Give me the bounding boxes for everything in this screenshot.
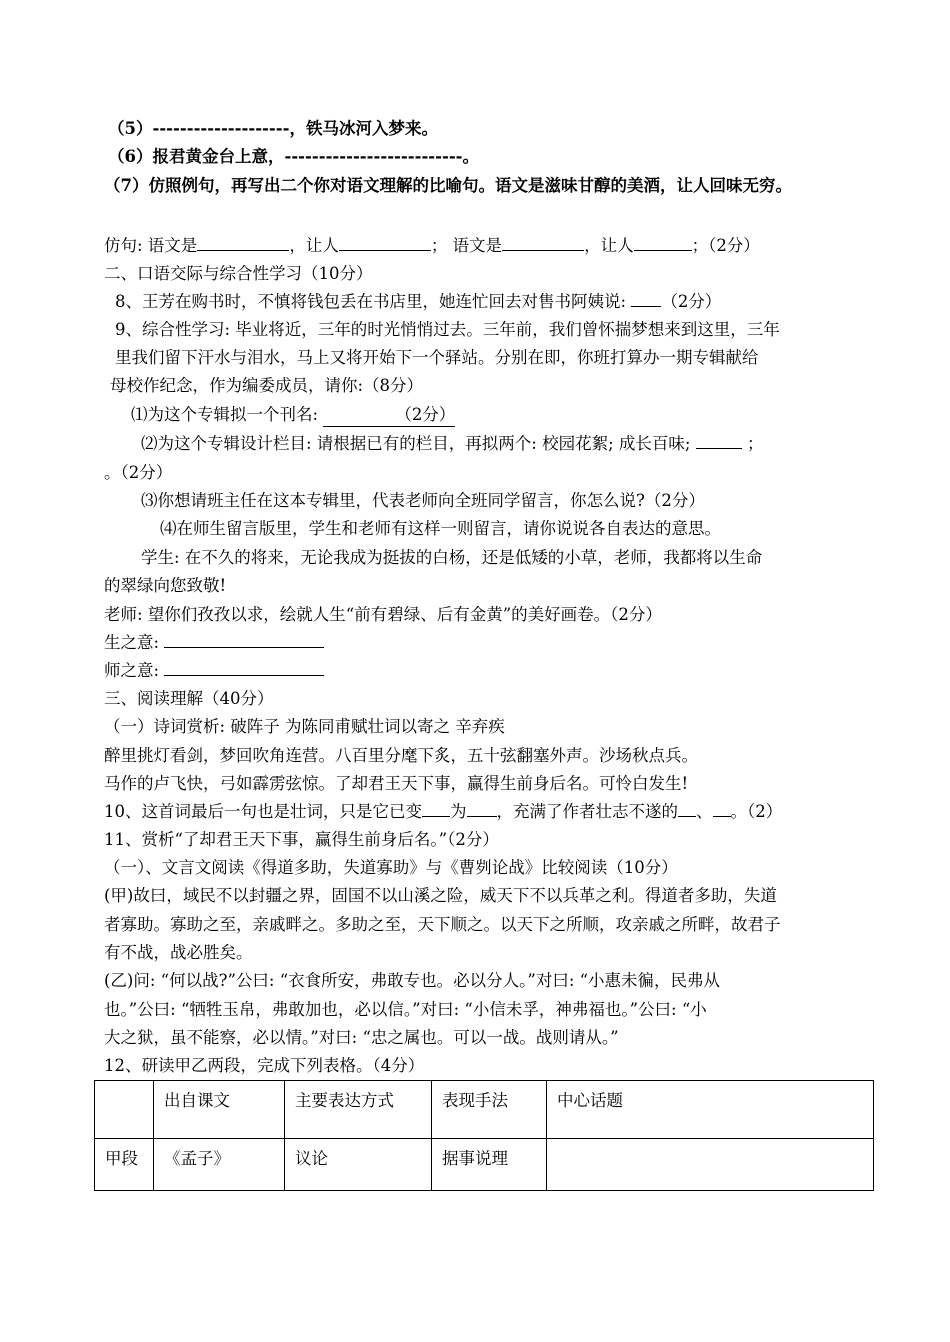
line-q9-sub4: ⑷在师生留言版里，学生和老师有这样一则留言，请你说说各自表达的意思。 [160, 519, 721, 538]
comparison-table [94, 1080, 874, 1191]
line-q9-sub2-score: 。（2分） [104, 463, 173, 482]
table-header-row [95, 1081, 874, 1139]
imitation-label-2: ，让人 [289, 236, 339, 255]
imitation-label-1: 仿句: 语文是 [104, 236, 198, 255]
line-teacher-message: 老师: 望你们孜孜以求，绘就人生“前有碧绿、后有金黄”的美好画卷。（2分） [104, 605, 662, 624]
answer-blank[interactable] [467, 801, 497, 817]
imitation-label-5: ；（2分） [691, 236, 760, 255]
line-q7: （7）仿照例句，再写出二个你对语文理解的比喻句。语文是滋味甘醇的美酒，让人回味无穷。 [104, 176, 792, 195]
answer-blank[interactable] [197, 235, 289, 251]
table-cell: 据事说理 [432, 1139, 547, 1191]
line-q9-sub1 [131, 404, 455, 427]
answer-blank[interactable] [631, 291, 661, 307]
line-passage-b-3: 大之狱，虽不能察，必以情。”对曰: “忠之属也。可以一战。战则请从。” [104, 1028, 619, 1047]
q10-text-4: 、 [696, 802, 713, 821]
q8-score: （2分） [661, 292, 722, 311]
sub2-text: ⑵为这个专辑设计栏目: 请根据已有的栏目，再拟两个: 校园花絮; 成长百味; [141, 434, 691, 453]
line-q9-3: 母校作纪念，作为编委成员，请你:（8分） [110, 376, 424, 395]
teacher-meaning-label: 师之意: [104, 661, 160, 680]
line-poem-1: 醉里挑灯看剑，梦回吹角连营。八百里分麾下炙，五十弦翻塞外声。沙场秋点兵。 [104, 746, 698, 765]
q10-text-1: 10、这首词最后一句也是壮词，只是它已变 [104, 802, 422, 821]
table-header-cell: 出自课文 [154, 1081, 285, 1139]
sub1-text: ⑴为这个专辑拟一个刊名: [131, 405, 319, 424]
imitation-label-4: ，让人 [584, 236, 634, 255]
line-passage-a-2: 者寡助。寡助之至，亲戚畔之。多助之至，天下顺之。以天下之所顺，攻亲戚之所畔，故君子 [104, 915, 781, 934]
answer-blank[interactable] [422, 801, 450, 817]
table-header-cell: 主要表达方式 [285, 1081, 432, 1139]
q10-text-2: 为 [450, 802, 467, 821]
answer-blank[interactable] [164, 632, 324, 648]
line-q12: 12、研读甲乙两段，完成下列表格。（4分） [104, 1056, 425, 1075]
section-2-heading: 二、口语交际与综合性学习（10分） [104, 264, 373, 283]
line-passage-a-1: (甲)故曰，域民不以封疆之界，固国不以山溪之险，威天下不以兵革之利。得道者多助，失道 [104, 886, 777, 905]
section-3-heading: 三、阅读理解（40分） [104, 689, 274, 708]
table-cell: 《孟子》 [154, 1139, 285, 1191]
q10-text-3: ，充满了作者壮志不遂的 [496, 802, 678, 821]
table-cell: 甲段 [95, 1139, 154, 1191]
student-meaning-label: 生之意: [104, 633, 160, 652]
table-header-cell: 表现手法 [432, 1081, 547, 1139]
line-classical-heading: （一）、文言文阅读《得道多助，失道寡助》与《曹刿论战》比较阅读（10分） [104, 858, 678, 877]
line-q11: 11、赏析“了却君王天下事，赢得生前身后名。”（2分） [104, 830, 499, 849]
line-imitation [104, 235, 760, 257]
answer-blank[interactable] [713, 801, 731, 817]
answer-blank[interactable] [323, 404, 455, 427]
line-student-meaning [104, 632, 324, 654]
line-q5: （5）--------------------，铁马冰河入梦来。 [108, 119, 438, 138]
table-header-cell: 中心话题 [547, 1081, 874, 1139]
answer-blank[interactable] [339, 235, 431, 251]
line-passage-b-2: 也。”公曰: “牺牲玉帛，弗敢加也，必以信。”对曰: “小信未孚，神弗福也。”公曰: “小 [104, 1000, 707, 1019]
line-q9-sub2 [141, 433, 763, 455]
answer-blank[interactable] [502, 235, 584, 251]
line-q10 [104, 801, 782, 823]
answer-blank[interactable] [634, 235, 692, 251]
imitation-label-3: ； 语文是 [430, 236, 503, 255]
table-row [95, 1139, 874, 1191]
line-q8 [115, 291, 721, 313]
table-cell: 议论 [285, 1139, 432, 1191]
line-q9-1: 9、综合性学习: 毕业将近，三年的时光悄悄过去。三年前，我们曾怀揣梦想来到这里，三年 [115, 320, 780, 339]
answer-blank[interactable] [164, 660, 324, 676]
line-poem-title: （一）诗词赏析: 破阵子 为陈同甫赋壮词以寄之 辛弃疾 [104, 717, 505, 736]
answer-blank[interactable] [696, 433, 742, 449]
answer-blank[interactable] [678, 801, 696, 817]
line-q9-2: 里我们留下汗水与泪水，马上又将开始下一个驿站。分别在即，你班打算办一期专辑献给 [115, 348, 759, 367]
line-q6: （6）报君黄金台上意，--------------------------。 [108, 147, 480, 166]
line-student-message: 学生: 在不久的将来，无论我成为挺拔的白杨，还是低矮的小草，老师，我都将以生命 [141, 548, 763, 567]
q8-text: 8、王芳在购书时，不慎将钱包丢在书店里，她连忙回去对售书阿姨说: [115, 292, 627, 311]
line-q9-sub3: ⑶你想请班主任在这本专辑里，代表老师向全班同学留言，你怎么说?（2分） [141, 491, 705, 510]
line-teacher-meaning [104, 660, 324, 682]
line-passage-a-3: 有不战，战必胜矣。 [104, 943, 253, 962]
sub1-score: （2分） [395, 405, 456, 424]
table-cell-answer[interactable] [547, 1139, 874, 1191]
q10-text-5: 。（2） [730, 802, 783, 821]
table-header-cell [95, 1081, 154, 1139]
line-passage-b-1: (乙)问: “何以战?”公曰: “衣食所安，弗敢专也。必以分人。”对曰: “小惠未徧，民弗从 [104, 971, 721, 990]
sub2-punct: ； [746, 434, 764, 453]
line-poem-2: 马作的卢飞快，弓如霹雳弦惊。了却君王天下事，赢得生前身后名。可怜白发生! [104, 774, 689, 793]
line-student-message-2: 的翠绿向您致敬! [104, 576, 227, 595]
